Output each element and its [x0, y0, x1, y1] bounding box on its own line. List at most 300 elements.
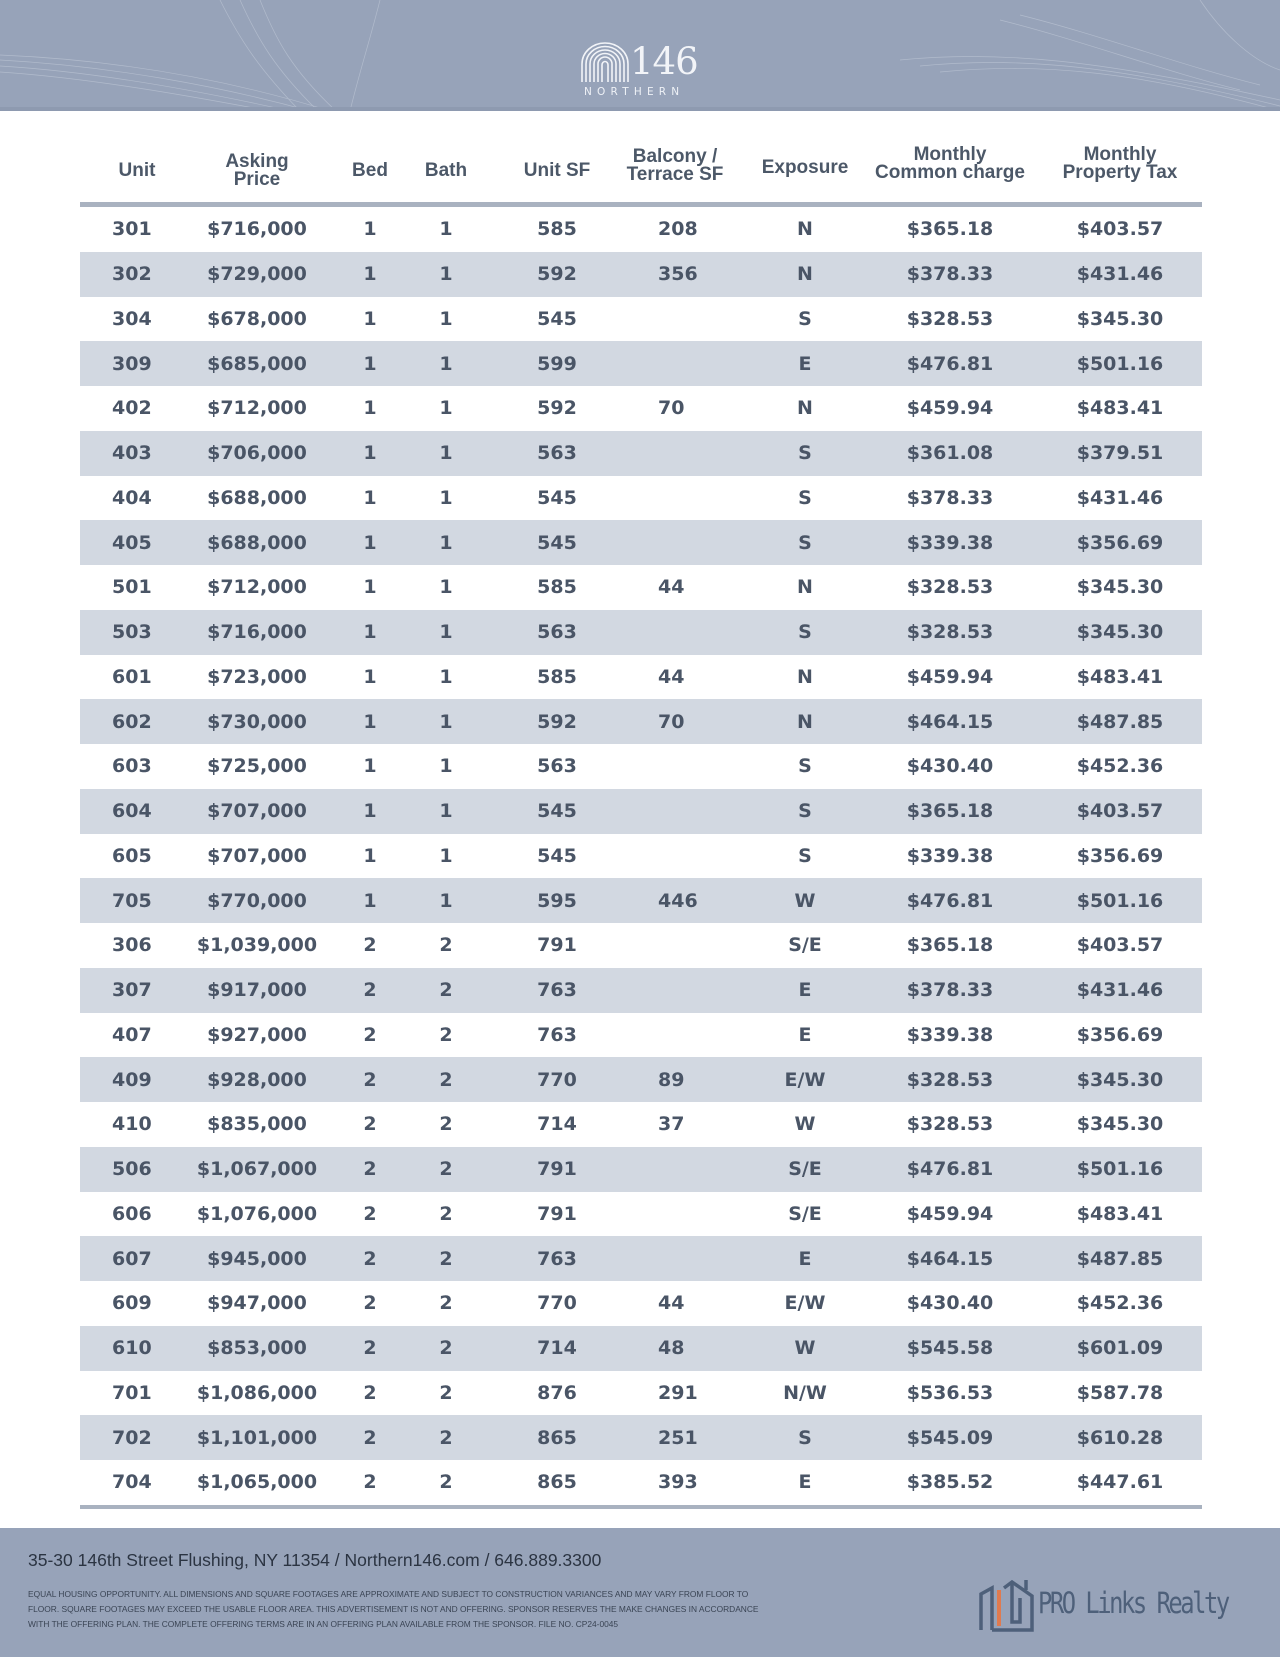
cell-unit-sf: 791	[537, 1202, 577, 1225]
cell-bath: 2	[439, 934, 453, 957]
column-header-property-tax: Monthly Property Tax	[1062, 144, 1178, 183]
cell-common-charge: $464.15	[906, 710, 994, 733]
table-row	[80, 297, 1202, 342]
northern-146-logo	[580, 42, 705, 102]
cell-property-tax: $431.46	[1076, 486, 1164, 509]
cell-asking-price: $927,000	[207, 1023, 307, 1046]
cell-exposure: S	[798, 621, 812, 644]
cell-common-charge: $459.94	[906, 397, 994, 420]
table-row	[80, 1326, 1202, 1371]
cell-asking-price: $945,000	[207, 1247, 307, 1270]
cell-bath: 1	[439, 755, 453, 778]
cell-exposure: S	[798, 486, 812, 509]
cell-bed: 1	[363, 889, 377, 912]
cell-common-charge: $328.53	[906, 576, 994, 599]
cell-balcony-sf: 251	[658, 1426, 698, 1449]
cell-unit-sf: 585	[537, 218, 577, 241]
column-header-bath: Bath	[424, 160, 468, 181]
cell-bath: 2	[439, 1068, 453, 1091]
cell-property-tax: $345.30	[1076, 307, 1164, 330]
cell-bed: 1	[363, 531, 377, 554]
cell-common-charge: $459.94	[906, 1202, 994, 1225]
cell-bath: 1	[439, 576, 453, 599]
cell-asking-price: $688,000	[207, 486, 307, 509]
cell-unit: 307	[112, 979, 152, 1002]
cell-unit-sf: 791	[537, 934, 577, 957]
table-row	[80, 207, 1202, 252]
cell-bath: 2	[439, 1426, 453, 1449]
cell-common-charge: $545.58	[906, 1337, 994, 1360]
cell-bed: 1	[363, 352, 377, 375]
cell-property-tax: $345.30	[1076, 1068, 1164, 1091]
cell-bath: 1	[439, 397, 453, 420]
cell-common-charge: $361.08	[906, 442, 994, 465]
cell-asking-price: $712,000	[207, 576, 307, 599]
cell-bed: 2	[363, 1247, 377, 1270]
cell-asking-price: $928,000	[207, 1068, 307, 1091]
cell-exposure: N	[797, 576, 813, 599]
table-row	[80, 1192, 1202, 1237]
cell-bed: 1	[363, 576, 377, 599]
cell-exposure: W	[794, 1337, 816, 1360]
cell-bed: 2	[363, 1113, 377, 1136]
cell-exposure: N	[797, 397, 813, 420]
cell-unit-sf: 545	[537, 531, 577, 554]
cell-exposure: E	[798, 352, 812, 375]
cell-unit: 409	[112, 1068, 152, 1091]
cell-bed: 2	[363, 979, 377, 1002]
cell-unit: 301	[112, 218, 152, 241]
cell-balcony-sf: 393	[658, 1471, 698, 1494]
cell-bath: 1	[439, 710, 453, 733]
cell-property-tax: $587.78	[1076, 1381, 1164, 1404]
house-logo-icon	[978, 1578, 1036, 1632]
cell-bed: 1	[363, 710, 377, 733]
cell-exposure: S/E	[788, 1158, 822, 1181]
table-row	[80, 476, 1202, 521]
cell-unit-sf: 763	[537, 1247, 577, 1270]
cell-property-tax: $379.51	[1076, 442, 1164, 465]
cell-bath: 1	[439, 307, 453, 330]
table-row	[80, 1281, 1202, 1326]
cell-unit: 402	[112, 397, 152, 420]
table-row	[80, 1147, 1202, 1192]
cell-bath: 2	[439, 1158, 453, 1181]
cell-exposure: N	[797, 710, 813, 733]
table-row	[80, 1057, 1202, 1102]
table-row	[80, 610, 1202, 655]
cell-balcony-sf: 44	[658, 665, 685, 688]
cell-property-tax: $403.57	[1076, 218, 1164, 241]
cell-asking-price: $706,000	[207, 442, 307, 465]
cell-unit-sf: 545	[537, 307, 577, 330]
cell-property-tax: $345.30	[1076, 1113, 1164, 1136]
table-row	[80, 699, 1202, 744]
cell-bed: 1	[363, 665, 377, 688]
cell-unit-sf: 563	[537, 755, 577, 778]
cell-property-tax: $487.85	[1076, 1247, 1164, 1270]
cell-unit: 506	[112, 1158, 152, 1181]
cell-bed: 2	[363, 1337, 377, 1360]
cell-asking-price: $770,000	[207, 889, 307, 912]
cell-asking-price: $678,000	[207, 307, 307, 330]
cell-unit-sf: 714	[537, 1337, 577, 1360]
cell-bed: 1	[363, 621, 377, 644]
cell-unit: 705	[112, 889, 152, 912]
footer-band	[0, 1528, 1280, 1657]
cell-unit: 606	[112, 1202, 152, 1225]
cell-bed: 1	[363, 755, 377, 778]
cell-unit: 407	[112, 1023, 152, 1046]
cell-property-tax: $345.30	[1076, 576, 1164, 599]
cell-common-charge: $339.38	[906, 844, 994, 867]
column-header-bed: Bed	[352, 160, 388, 181]
footer-disclaimer: EQUAL HOUSING OPPORTUNITY. ALL DIMENSIONS AND SQUARE FOOTAGES ARE APPROXIMATE AND SUBJECT TO CONSTRUCTION VARIANCES AND MAY VARY FROM FLOOR TO FLOOR. SQUARE FOOTAGES MAY EXCEED THE USABLE FLOOR AREA. THIS ADVERTISEMENT IS NOT AND OFFERING. SPONSOR RESERVES THE MAKE CHANGES IN ACCORDANCE WITH THE OFFERING PLAN. THE COMPLETE OFFERING TERMS ARE IN AN OFFERING PLAN AVAILABLE FROM THE SPONSOR. FILE NO. CP24-0045	[28, 1589, 759, 1629]
cell-common-charge: $378.33	[906, 979, 994, 1002]
cell-bed: 1	[363, 263, 377, 286]
cell-unit: 404	[112, 486, 152, 509]
cell-asking-price: $947,000	[207, 1292, 307, 1315]
cell-asking-price: $723,000	[207, 665, 307, 688]
cell-property-tax: $483.41	[1076, 1202, 1164, 1225]
cell-common-charge: $385.52	[906, 1471, 994, 1494]
column-header-unit: Unit	[118, 160, 156, 181]
cell-common-charge: $476.81	[906, 889, 994, 912]
cell-bath: 1	[439, 621, 453, 644]
cell-property-tax: $601.09	[1076, 1337, 1164, 1360]
cell-asking-price: $707,000	[207, 844, 307, 867]
cell-exposure: S	[798, 307, 812, 330]
cell-common-charge: $365.18	[906, 934, 994, 957]
cell-bath: 1	[439, 531, 453, 554]
cell-property-tax: $501.16	[1076, 889, 1164, 912]
cell-bed: 2	[363, 1068, 377, 1091]
cell-exposure: E/W	[784, 1292, 826, 1315]
cell-balcony-sf: 446	[658, 889, 698, 912]
cell-bed: 2	[363, 1202, 377, 1225]
cell-asking-price: $1,039,000	[196, 934, 318, 957]
cell-bed: 1	[363, 397, 377, 420]
table-row	[80, 878, 1202, 923]
cell-bed: 1	[363, 442, 377, 465]
cell-common-charge: $328.53	[906, 621, 994, 644]
column-header-asking-price: Asking Price	[225, 151, 289, 190]
logo-number: 146	[630, 40, 698, 83]
cell-balcony-sf: 70	[658, 397, 685, 420]
cell-exposure: N	[797, 263, 813, 286]
cell-property-tax: $356.69	[1076, 1023, 1164, 1046]
cell-property-tax: $356.69	[1076, 531, 1164, 554]
cell-bath: 1	[439, 665, 453, 688]
cell-asking-price: $712,000	[207, 397, 307, 420]
cell-common-charge: $365.18	[906, 800, 994, 823]
column-header-balcony: Balcony / Terrace SF	[626, 146, 724, 185]
column-header-common-charge: Monthly Common charge	[875, 144, 1025, 183]
table-row	[80, 386, 1202, 431]
cell-bath: 2	[439, 1202, 453, 1225]
table-header	[80, 140, 1202, 207]
cell-unit-sf: 763	[537, 1023, 577, 1046]
cell-common-charge: $476.81	[906, 1158, 994, 1181]
cell-property-tax: $345.30	[1076, 621, 1164, 644]
table-row	[80, 1102, 1202, 1147]
cell-unit: 605	[112, 844, 152, 867]
cell-asking-price: $716,000	[207, 218, 307, 241]
cell-asking-price: $853,000	[207, 1337, 307, 1360]
cell-unit-sf: 585	[537, 665, 577, 688]
cell-unit: 701	[112, 1381, 152, 1404]
header-banner	[0, 0, 1280, 111]
cell-bath: 2	[439, 1292, 453, 1315]
cell-asking-price: $1,086,000	[196, 1381, 318, 1404]
cell-unit-sf: 865	[537, 1426, 577, 1449]
header-rule	[0, 107, 1280, 111]
cell-exposure: S/E	[788, 1202, 822, 1225]
cell-asking-price: $730,000	[207, 710, 307, 733]
cell-unit-sf: 791	[537, 1158, 577, 1181]
cell-asking-price: $917,000	[207, 979, 307, 1002]
cell-unit: 702	[112, 1426, 152, 1449]
cell-unit-sf: 599	[537, 352, 577, 375]
table-row	[80, 923, 1202, 968]
cell-exposure: E	[798, 1023, 812, 1046]
cell-exposure: N	[797, 218, 813, 241]
cell-bath: 1	[439, 218, 453, 241]
logo-word: NORTHERN	[584, 86, 685, 98]
cell-common-charge: $476.81	[906, 352, 994, 375]
cell-bed: 1	[363, 307, 377, 330]
table-row	[80, 968, 1202, 1013]
cell-exposure: E	[798, 979, 812, 1002]
cell-asking-price: $1,101,000	[196, 1426, 318, 1449]
cell-bed: 2	[363, 1292, 377, 1315]
cell-exposure: S	[798, 531, 812, 554]
column-header-unit-sf: Unit SF	[523, 160, 591, 181]
cell-bed: 2	[363, 934, 377, 957]
cell-bath: 1	[439, 844, 453, 867]
cell-unit: 304	[112, 307, 152, 330]
table-row	[80, 341, 1202, 386]
cell-unit: 302	[112, 263, 152, 286]
cell-balcony-sf: 37	[658, 1113, 685, 1136]
cell-unit: 503	[112, 621, 152, 644]
cell-asking-price: $685,000	[207, 352, 307, 375]
table-row	[80, 431, 1202, 476]
cell-bath: 2	[439, 1247, 453, 1270]
cell-balcony-sf: 356	[658, 263, 698, 286]
cell-unit: 603	[112, 755, 152, 778]
cell-common-charge: $339.38	[906, 531, 994, 554]
cell-property-tax: $483.41	[1076, 397, 1164, 420]
cell-bed: 2	[363, 1158, 377, 1181]
cell-common-charge: $378.33	[906, 263, 994, 286]
cell-bath: 2	[439, 979, 453, 1002]
cell-asking-price: $725,000	[207, 755, 307, 778]
cell-unit-sf: 563	[537, 621, 577, 644]
cell-unit-sf: 714	[537, 1113, 577, 1136]
cell-exposure: S/E	[788, 934, 822, 957]
cell-exposure: S	[798, 844, 812, 867]
table-row	[80, 789, 1202, 834]
cell-balcony-sf: 70	[658, 710, 685, 733]
cell-unit: 309	[112, 352, 152, 375]
cell-property-tax: $501.16	[1076, 352, 1164, 375]
cell-exposure: N/W	[783, 1381, 827, 1404]
cell-unit: 704	[112, 1471, 152, 1494]
cell-property-tax: $403.57	[1076, 934, 1164, 957]
table-body	[80, 207, 1202, 1505]
cell-balcony-sf: 208	[658, 218, 698, 241]
arch-logo-icon	[580, 42, 630, 82]
cell-unit: 607	[112, 1247, 152, 1270]
cell-asking-price: $1,067,000	[196, 1158, 318, 1181]
cell-asking-price: $716,000	[207, 621, 307, 644]
table-row	[80, 1013, 1202, 1058]
cell-exposure: E	[798, 1471, 812, 1494]
cell-common-charge: $459.94	[906, 665, 994, 688]
table-row	[80, 565, 1202, 610]
cell-property-tax: $487.85	[1076, 710, 1164, 733]
realty-name: PRO Links Realty	[1038, 1586, 1228, 1620]
cell-property-tax: $431.46	[1076, 979, 1164, 1002]
cell-bath: 2	[439, 1023, 453, 1046]
cell-balcony-sf: 89	[658, 1068, 685, 1091]
cell-unit: 403	[112, 442, 152, 465]
cell-common-charge: $328.53	[906, 1113, 994, 1136]
cell-bath: 1	[439, 352, 453, 375]
cell-bath: 2	[439, 1381, 453, 1404]
cell-unit-sf: 876	[537, 1381, 577, 1404]
cell-common-charge: $430.40	[906, 755, 994, 778]
cell-property-tax: $403.57	[1076, 800, 1164, 823]
cell-bed: 2	[363, 1426, 377, 1449]
table-row	[80, 834, 1202, 879]
cell-unit-sf: 585	[537, 576, 577, 599]
cell-unit: 306	[112, 934, 152, 957]
cell-asking-price: $1,065,000	[196, 1471, 318, 1494]
cell-common-charge: $536.53	[906, 1381, 994, 1404]
cell-unit-sf: 592	[537, 263, 577, 286]
cell-property-tax: $483.41	[1076, 665, 1164, 688]
cell-asking-price: $1,076,000	[196, 1202, 318, 1225]
cell-bed: 1	[363, 800, 377, 823]
cell-bath: 2	[439, 1471, 453, 1494]
cell-exposure: S	[798, 442, 812, 465]
cell-property-tax: $610.28	[1076, 1426, 1164, 1449]
cell-unit: 604	[112, 800, 152, 823]
cell-asking-price: $835,000	[207, 1113, 307, 1136]
cell-unit-sf: 592	[537, 397, 577, 420]
cell-exposure: S	[798, 755, 812, 778]
cell-balcony-sf: 291	[658, 1381, 698, 1404]
cell-unit-sf: 592	[537, 710, 577, 733]
cell-unit: 610	[112, 1337, 152, 1360]
cell-unit: 602	[112, 710, 152, 733]
cell-unit-sf: 770	[537, 1292, 577, 1315]
cell-unit: 501	[112, 576, 152, 599]
cell-bath: 2	[439, 1337, 453, 1360]
table-row	[80, 1460, 1202, 1505]
table-row	[80, 744, 1202, 789]
cell-bath: 1	[439, 263, 453, 286]
table-row	[80, 655, 1202, 700]
cell-unit-sf: 563	[537, 442, 577, 465]
cell-asking-price: $688,000	[207, 531, 307, 554]
cell-unit: 609	[112, 1292, 152, 1315]
cell-property-tax: $431.46	[1076, 263, 1164, 286]
cell-common-charge: $464.15	[906, 1247, 994, 1270]
cell-bath: 1	[439, 889, 453, 912]
cell-common-charge: $365.18	[906, 218, 994, 241]
cell-common-charge: $328.53	[906, 307, 994, 330]
cell-asking-price: $707,000	[207, 800, 307, 823]
cell-unit: 405	[112, 531, 152, 554]
cell-exposure: S	[798, 800, 812, 823]
cell-unit-sf: 545	[537, 800, 577, 823]
cell-asking-price: $729,000	[207, 263, 307, 286]
cell-property-tax: $356.69	[1076, 844, 1164, 867]
cell-bath: 1	[439, 442, 453, 465]
cell-property-tax: $447.61	[1076, 1471, 1164, 1494]
cell-balcony-sf: 48	[658, 1337, 685, 1360]
cell-unit: 410	[112, 1113, 152, 1136]
cell-property-tax: $452.36	[1076, 1292, 1164, 1315]
cell-unit-sf: 545	[537, 844, 577, 867]
footer-address: 35-30 146th Street Flushing, NY 11354 / Northern146.com / 646.889.3300	[28, 1550, 602, 1570]
cell-exposure: E	[798, 1247, 812, 1270]
table-row	[80, 1415, 1202, 1460]
cell-bed: 1	[363, 218, 377, 241]
cell-common-charge: $339.38	[906, 1023, 994, 1046]
cell-bath: 1	[439, 486, 453, 509]
cell-exposure: N	[797, 665, 813, 688]
cell-bed: 2	[363, 1381, 377, 1404]
cell-bed: 2	[363, 1471, 377, 1494]
table-bottom-rule	[80, 1505, 1202, 1509]
table-row	[80, 1371, 1202, 1416]
cell-common-charge: $328.53	[906, 1068, 994, 1091]
pro-links-realty-logo	[978, 1578, 1228, 1638]
table-row	[80, 1236, 1202, 1281]
cell-unit-sf: 595	[537, 889, 577, 912]
cell-balcony-sf: 44	[658, 576, 685, 599]
cell-bed: 1	[363, 486, 377, 509]
cell-unit: 601	[112, 665, 152, 688]
cell-unit-sf: 545	[537, 486, 577, 509]
table-row	[80, 520, 1202, 565]
cell-common-charge: $378.33	[906, 486, 994, 509]
cell-unit-sf: 770	[537, 1068, 577, 1091]
cell-bed: 2	[363, 1023, 377, 1046]
cell-bed: 1	[363, 844, 377, 867]
cell-property-tax: $452.36	[1076, 755, 1164, 778]
cell-unit-sf: 865	[537, 1471, 577, 1494]
cell-common-charge: $430.40	[906, 1292, 994, 1315]
cell-balcony-sf: 44	[658, 1292, 685, 1315]
table-row	[80, 252, 1202, 297]
cell-exposure: S	[798, 1426, 812, 1449]
cell-common-charge: $545.09	[906, 1426, 994, 1449]
cell-unit-sf: 763	[537, 979, 577, 1002]
column-header-exposure: Exposure	[761, 157, 849, 178]
cell-property-tax: $501.16	[1076, 1158, 1164, 1181]
cell-bath: 2	[439, 1113, 453, 1136]
cell-exposure: W	[794, 889, 816, 912]
cell-exposure: W	[794, 1113, 816, 1136]
cell-exposure: E/W	[784, 1068, 826, 1091]
cell-bath: 1	[439, 800, 453, 823]
pricing-table	[80, 140, 1202, 1509]
